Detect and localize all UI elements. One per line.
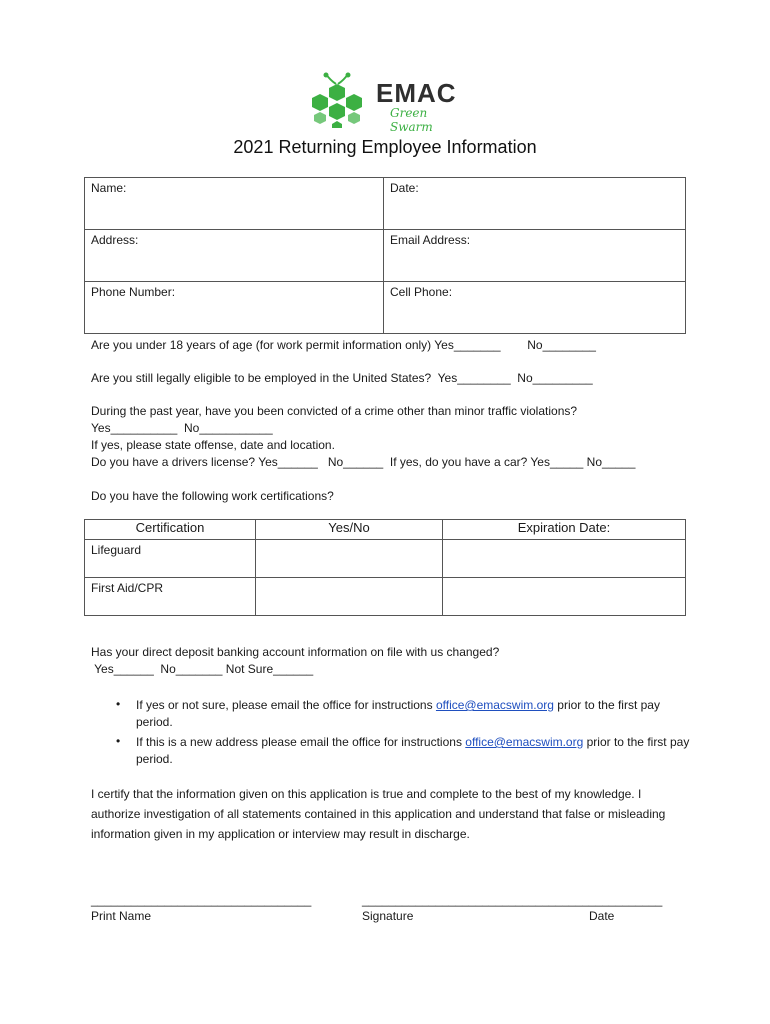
expiration-header: Expiration Date: <box>443 520 686 540</box>
offense-instruction: If yes, please state offense, date and location. <box>91 438 335 452</box>
signature-label: Signature <box>362 909 414 923</box>
office-email-link[interactable]: office@emacswim.org <box>465 735 584 749</box>
conviction-answer: Yes__________ No___________ <box>91 421 273 435</box>
bullet-icon: • <box>116 697 121 711</box>
bullet-text: prior to the first pay period. <box>136 735 690 766</box>
bullet-icon: • <box>116 734 121 748</box>
eligibility-question: Are you still legally eligible to be employed in the United States? Yes________ No_________ <box>91 371 593 385</box>
date-label: Date: <box>390 181 419 195</box>
phone-field[interactable] <box>85 282 384 334</box>
date-label: Date <box>589 909 615 923</box>
cell-field[interactable] <box>384 282 686 334</box>
address-label: Address: <box>91 233 139 247</box>
logo-tagline: Green Swarm <box>390 106 433 134</box>
bullet-text: If yes or not sure, please email the office for instructions <box>136 698 436 712</box>
signature-line[interactable]: _____________________________________________ <box>362 893 663 907</box>
first-aid-label: First Aid/CPR <box>85 578 256 616</box>
bullet-item <box>136 697 696 731</box>
emac-logo <box>304 72 470 134</box>
lifeguard-yes-no-cell[interactable] <box>256 540 443 578</box>
email-field[interactable] <box>384 230 686 282</box>
certification-table <box>84 519 686 616</box>
age-question: Are you under 18 years of age (for work permit information only) Yes_______ No________ <box>91 338 596 352</box>
bullet-item <box>136 734 696 768</box>
bee-hexagon-icon <box>304 72 376 128</box>
name-label: Name: <box>91 181 127 195</box>
date-field[interactable] <box>384 178 686 230</box>
logo-wordmark: EMAC <box>376 78 457 108</box>
certification-header: Certification <box>85 520 256 540</box>
yes-no-header: Yes/No <box>256 520 443 540</box>
lifeguard-label: Lifeguard <box>85 540 256 578</box>
print-name-line[interactable]: _________________________________ <box>91 893 312 907</box>
page-title: 2021 Returning Employee Information <box>233 137 537 157</box>
cell-label: Cell Phone: <box>390 285 453 299</box>
print-name-label: Print Name <box>91 909 152 923</box>
certifications-intro: Do you have the following work certifications? <box>91 489 334 503</box>
office-email-link[interactable]: office@emacswim.org <box>435 698 554 712</box>
license-question: Do you have a drivers license? Yes______ No______ If yes, do you have a car? Yes_____ No_____ <box>91 455 636 469</box>
employee-info-table <box>84 177 686 334</box>
email-label: Email Address: <box>390 233 471 247</box>
first-aid-expiration-cell[interactable] <box>443 578 686 616</box>
name-field[interactable] <box>85 178 384 230</box>
phone-label: Phone Number: <box>91 285 176 299</box>
bullet-text: prior to the first pay period. <box>136 698 660 729</box>
conviction-question: During the past year, have you been convicted of a crime other than minor traffic violations? <box>91 404 578 418</box>
deposit-question: Has your direct deposit banking account information on file with us changed? <box>91 645 500 659</box>
certification-statement: I certify that the information given on this application is true and complete to the best of my knowledge. I authorize investigation of all statements contained in this application and understand that false or misleading information given in my application or interview may result in discharge. <box>91 787 666 841</box>
bullet-text: If this is a new address please email the office for instructions <box>136 735 466 749</box>
first-aid-yes-no-cell[interactable] <box>256 578 443 616</box>
lifeguard-expiration-cell[interactable] <box>443 540 686 578</box>
address-field[interactable] <box>85 230 384 282</box>
deposit-options: Yes______ No_______ Not Sure______ <box>91 662 314 676</box>
